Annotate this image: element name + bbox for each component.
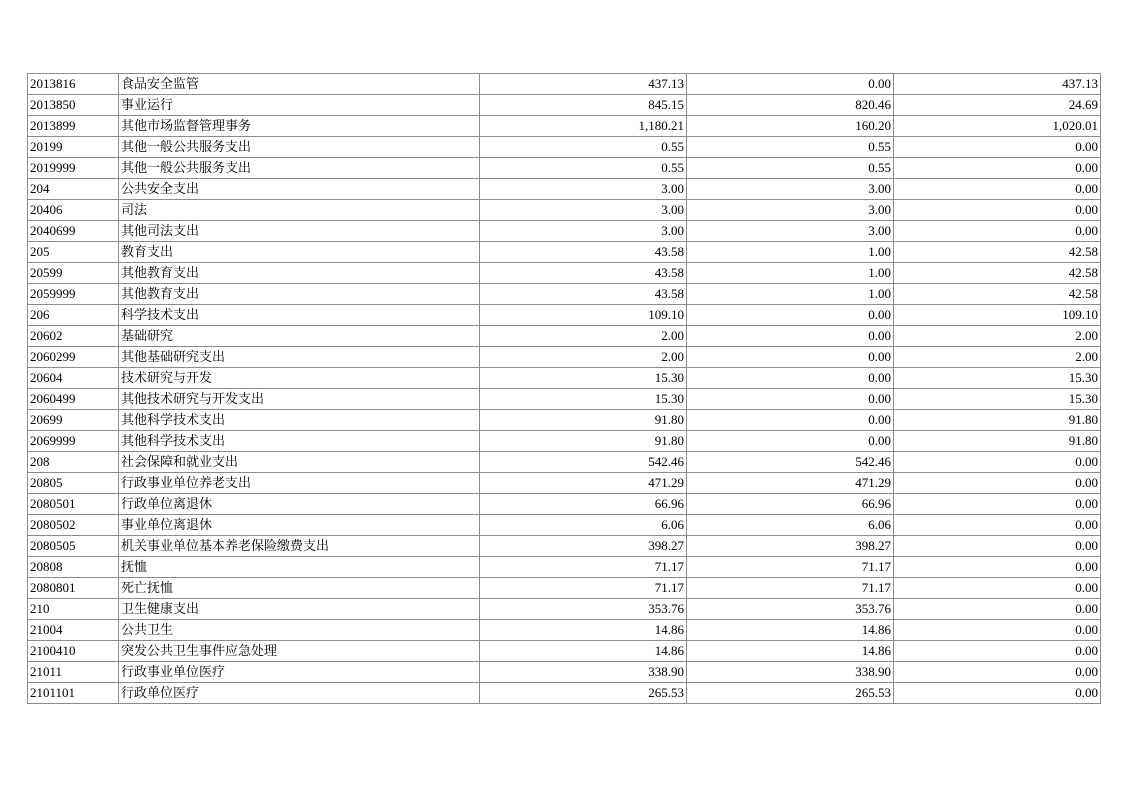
total-amount-cell: 14.86	[480, 641, 687, 662]
account-code-cell: 20199	[28, 137, 119, 158]
basic-expenditure-cell: 14.86	[687, 641, 894, 662]
account-code-cell: 206	[28, 305, 119, 326]
account-name-cell: 教育支出	[119, 242, 480, 263]
basic-expenditure-cell: 14.86	[687, 620, 894, 641]
account-code-cell: 2080801	[28, 578, 119, 599]
account-name-cell: 卫生健康支出	[119, 599, 480, 620]
account-name-cell: 技术研究与开发	[119, 368, 480, 389]
project-expenditure-cell: 109.10	[894, 305, 1101, 326]
basic-expenditure-cell: 0.00	[687, 305, 894, 326]
account-code-cell: 20805	[28, 473, 119, 494]
table-row	[28, 641, 1101, 662]
total-amount-cell: 91.80	[480, 431, 687, 452]
table-row	[28, 305, 1101, 326]
account-code-cell: 2100410	[28, 641, 119, 662]
basic-expenditure-cell: 0.55	[687, 158, 894, 179]
basic-expenditure-cell: 353.76	[687, 599, 894, 620]
account-name-cell: 突发公共卫生事件应急处理	[119, 641, 480, 662]
total-amount-cell: 71.17	[480, 557, 687, 578]
basic-expenditure-cell: 160.20	[687, 116, 894, 137]
table-row	[28, 431, 1101, 452]
account-code-cell: 2101101	[28, 683, 119, 704]
project-expenditure-cell: 0.00	[894, 158, 1101, 179]
table-row	[28, 116, 1101, 137]
project-expenditure-cell: 24.69	[894, 95, 1101, 116]
total-amount-cell: 3.00	[480, 221, 687, 242]
basic-expenditure-cell: 3.00	[687, 221, 894, 242]
account-code-cell: 2019999	[28, 158, 119, 179]
table-row	[28, 410, 1101, 431]
project-expenditure-cell: 0.00	[894, 473, 1101, 494]
account-code-cell: 2080502	[28, 515, 119, 536]
account-name-cell: 行政单位离退休	[119, 494, 480, 515]
account-name-cell: 科学技术支出	[119, 305, 480, 326]
table-row	[28, 578, 1101, 599]
total-amount-cell: 398.27	[480, 536, 687, 557]
account-code-cell: 2059999	[28, 284, 119, 305]
account-name-cell: 事业运行	[119, 95, 480, 116]
account-code-cell: 20599	[28, 263, 119, 284]
total-amount-cell: 0.55	[480, 137, 687, 158]
project-expenditure-cell: 91.80	[894, 410, 1101, 431]
table-row	[28, 242, 1101, 263]
table-row	[28, 200, 1101, 221]
total-amount-cell: 1,180.21	[480, 116, 687, 137]
basic-expenditure-cell: 71.17	[687, 557, 894, 578]
basic-expenditure-cell: 0.00	[687, 74, 894, 95]
account-name-cell: 社会保障和就业支出	[119, 452, 480, 473]
basic-expenditure-cell: 542.46	[687, 452, 894, 473]
total-amount-cell: 15.30	[480, 389, 687, 410]
total-amount-cell: 91.80	[480, 410, 687, 431]
project-expenditure-cell: 42.58	[894, 263, 1101, 284]
total-amount-cell: 437.13	[480, 74, 687, 95]
account-name-cell: 行政事业单位医疗	[119, 662, 480, 683]
table-row	[28, 515, 1101, 536]
account-name-cell: 食品安全监管	[119, 74, 480, 95]
basic-expenditure-cell: 0.00	[687, 389, 894, 410]
account-name-cell: 公共卫生	[119, 620, 480, 641]
total-amount-cell: 66.96	[480, 494, 687, 515]
total-amount-cell: 0.55	[480, 158, 687, 179]
total-amount-cell: 14.86	[480, 620, 687, 641]
table-row	[28, 158, 1101, 179]
table-row	[28, 221, 1101, 242]
basic-expenditure-cell: 0.00	[687, 410, 894, 431]
project-expenditure-cell: 0.00	[894, 536, 1101, 557]
project-expenditure-cell: 437.13	[894, 74, 1101, 95]
project-expenditure-cell: 0.00	[894, 683, 1101, 704]
account-name-cell: 其他技术研究与开发支出	[119, 389, 480, 410]
project-expenditure-cell: 1,020.01	[894, 116, 1101, 137]
account-code-cell: 20604	[28, 368, 119, 389]
account-code-cell: 2013899	[28, 116, 119, 137]
basic-expenditure-cell: 0.00	[687, 347, 894, 368]
total-amount-cell: 2.00	[480, 326, 687, 347]
project-expenditure-cell: 0.00	[894, 137, 1101, 158]
total-amount-cell: 3.00	[480, 179, 687, 200]
account-code-cell: 2069999	[28, 431, 119, 452]
project-expenditure-cell: 15.30	[894, 368, 1101, 389]
project-expenditure-cell: 0.00	[894, 452, 1101, 473]
account-code-cell: 205	[28, 242, 119, 263]
account-name-cell: 公共安全支出	[119, 179, 480, 200]
account-name-cell: 行政事业单位养老支出	[119, 473, 480, 494]
project-expenditure-cell: 15.30	[894, 389, 1101, 410]
table-row	[28, 389, 1101, 410]
total-amount-cell: 71.17	[480, 578, 687, 599]
project-expenditure-cell: 0.00	[894, 599, 1101, 620]
account-name-cell: 死亡抚恤	[119, 578, 480, 599]
account-code-cell: 210	[28, 599, 119, 620]
project-expenditure-cell: 0.00	[894, 620, 1101, 641]
account-name-cell: 其他司法支出	[119, 221, 480, 242]
expenditure-table	[27, 73, 1101, 704]
project-expenditure-cell: 91.80	[894, 431, 1101, 452]
project-expenditure-cell: 0.00	[894, 578, 1101, 599]
table-row	[28, 599, 1101, 620]
total-amount-cell: 542.46	[480, 452, 687, 473]
account-name-cell: 其他市场监督管理事务	[119, 116, 480, 137]
account-code-cell: 2013816	[28, 74, 119, 95]
basic-expenditure-cell: 1.00	[687, 242, 894, 263]
total-amount-cell: 43.58	[480, 242, 687, 263]
account-code-cell: 2080501	[28, 494, 119, 515]
account-name-cell: 其他科学技术支出	[119, 410, 480, 431]
basic-expenditure-cell: 265.53	[687, 683, 894, 704]
basic-expenditure-cell: 0.00	[687, 326, 894, 347]
basic-expenditure-cell: 1.00	[687, 263, 894, 284]
account-name-cell: 其他教育支出	[119, 284, 480, 305]
basic-expenditure-cell: 820.46	[687, 95, 894, 116]
total-amount-cell: 3.00	[480, 200, 687, 221]
account-name-cell: 其他一般公共服务支出	[119, 158, 480, 179]
account-code-cell: 20406	[28, 200, 119, 221]
basic-expenditure-cell: 3.00	[687, 179, 894, 200]
table-row	[28, 263, 1101, 284]
account-name-cell: 机关事业单位基本养老保险缴费支出	[119, 536, 480, 557]
project-expenditure-cell: 0.00	[894, 179, 1101, 200]
account-name-cell: 抚恤	[119, 557, 480, 578]
basic-expenditure-cell: 6.06	[687, 515, 894, 536]
project-expenditure-cell: 2.00	[894, 326, 1101, 347]
table-row	[28, 95, 1101, 116]
account-name-cell: 基础研究	[119, 326, 480, 347]
project-expenditure-cell: 0.00	[894, 515, 1101, 536]
project-expenditure-cell: 0.00	[894, 641, 1101, 662]
total-amount-cell: 43.58	[480, 263, 687, 284]
account-name-cell: 其他教育支出	[119, 263, 480, 284]
basic-expenditure-cell: 66.96	[687, 494, 894, 515]
table-row	[28, 683, 1101, 704]
project-expenditure-cell: 0.00	[894, 494, 1101, 515]
basic-expenditure-cell: 0.00	[687, 431, 894, 452]
table-row	[28, 368, 1101, 389]
total-amount-cell: 15.30	[480, 368, 687, 389]
total-amount-cell: 353.76	[480, 599, 687, 620]
account-code-cell: 21004	[28, 620, 119, 641]
table-row	[28, 452, 1101, 473]
table-row	[28, 74, 1101, 95]
account-name-cell: 事业单位离退休	[119, 515, 480, 536]
total-amount-cell: 845.15	[480, 95, 687, 116]
basic-expenditure-cell: 0.00	[687, 368, 894, 389]
total-amount-cell: 338.90	[480, 662, 687, 683]
account-code-cell: 208	[28, 452, 119, 473]
account-name-cell: 司法	[119, 200, 480, 221]
project-expenditure-cell: 0.00	[894, 221, 1101, 242]
table-row	[28, 662, 1101, 683]
basic-expenditure-cell: 1.00	[687, 284, 894, 305]
table-row	[28, 620, 1101, 641]
account-code-cell: 2080505	[28, 536, 119, 557]
project-expenditure-cell: 0.00	[894, 200, 1101, 221]
table-row	[28, 347, 1101, 368]
basic-expenditure-cell: 471.29	[687, 473, 894, 494]
project-expenditure-cell: 2.00	[894, 347, 1101, 368]
expenditure-table-body	[28, 74, 1101, 704]
account-code-cell: 20602	[28, 326, 119, 347]
account-code-cell: 204	[28, 179, 119, 200]
account-code-cell: 2060499	[28, 389, 119, 410]
total-amount-cell: 2.00	[480, 347, 687, 368]
table-row	[28, 284, 1101, 305]
account-code-cell: 2013850	[28, 95, 119, 116]
basic-expenditure-cell: 0.55	[687, 137, 894, 158]
table-row	[28, 473, 1101, 494]
account-code-cell: 20808	[28, 557, 119, 578]
basic-expenditure-cell: 398.27	[687, 536, 894, 557]
account-name-cell: 其他科学技术支出	[119, 431, 480, 452]
project-expenditure-cell: 42.58	[894, 284, 1101, 305]
total-amount-cell: 43.58	[480, 284, 687, 305]
basic-expenditure-cell: 71.17	[687, 578, 894, 599]
account-code-cell: 21011	[28, 662, 119, 683]
account-name-cell: 其他一般公共服务支出	[119, 137, 480, 158]
total-amount-cell: 265.53	[480, 683, 687, 704]
table-row	[28, 179, 1101, 200]
project-expenditure-cell: 0.00	[894, 557, 1101, 578]
table-row	[28, 494, 1101, 515]
total-amount-cell: 109.10	[480, 305, 687, 326]
project-expenditure-cell: 0.00	[894, 662, 1101, 683]
account-code-cell: 2040699	[28, 221, 119, 242]
project-expenditure-cell: 42.58	[894, 242, 1101, 263]
account-code-cell: 20699	[28, 410, 119, 431]
total-amount-cell: 6.06	[480, 515, 687, 536]
account-name-cell: 行政单位医疗	[119, 683, 480, 704]
basic-expenditure-cell: 3.00	[687, 200, 894, 221]
account-code-cell: 2060299	[28, 347, 119, 368]
table-row	[28, 326, 1101, 347]
table-row	[28, 137, 1101, 158]
account-name-cell: 其他基础研究支出	[119, 347, 480, 368]
table-row	[28, 536, 1101, 557]
table-row	[28, 557, 1101, 578]
basic-expenditure-cell: 338.90	[687, 662, 894, 683]
total-amount-cell: 471.29	[480, 473, 687, 494]
